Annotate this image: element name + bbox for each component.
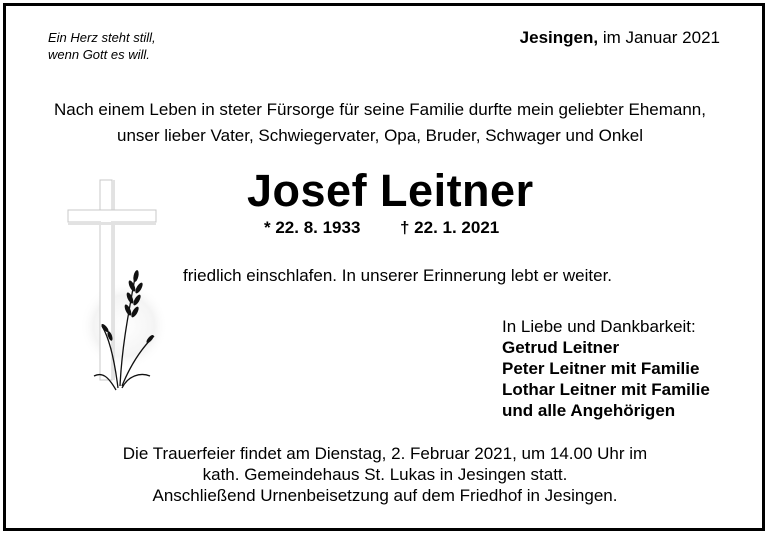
funeral-line-1: Die Trauerfeier findet am Dienstag, 2. Februar 2021, um 14.00 Uhr im	[122, 444, 648, 463]
death-date: † 22. 1. 2021	[400, 218, 500, 237]
funeral-info	[60, 443, 710, 506]
place-name: Jesingen,	[519, 28, 599, 47]
family-intro: In Liebe und Dankbarkeit:	[502, 317, 696, 336]
family-member: Getrud Leitner	[502, 338, 620, 357]
family-member: Peter Leitner mit Familie	[502, 359, 700, 378]
funeral-line-2: kath. Gemeindehaus St. Lukas in Jesingen statt.	[202, 465, 568, 484]
deceased-name: Josef Leitner	[247, 165, 534, 216]
intro-line-2: unser lieber Vater, Schwiegervater, Opa, Bruder, Schwager und Onkel	[116, 126, 644, 145]
birth-date: * 22. 8. 1933	[264, 218, 361, 237]
family-member: Lothar Leitner mit Familie	[502, 380, 710, 399]
family-member: und alle Angehörigen	[502, 401, 676, 420]
place-date	[520, 28, 720, 48]
cross-with-wheat-icon	[62, 176, 172, 396]
passing-text: friedlich einschlafen. In unserer Erinnerung lebt er weiter.	[183, 266, 613, 285]
date-text: im Januar 2021	[598, 28, 720, 47]
intro-text	[30, 97, 730, 149]
intro-line-1: Nach einem Leben in steter Fürsorge für seine Familie durfte mein geliebter Ehemann,	[53, 100, 706, 119]
family-signature	[502, 316, 710, 421]
funeral-line-3: Anschließend Urnenbeisetzung auf dem Friedhof in Jesingen.	[152, 486, 618, 505]
motto-line-2: wenn Gott es will.	[48, 47, 150, 62]
motto-line-1: Ein Herz steht still,	[48, 30, 156, 45]
motto	[48, 29, 156, 63]
